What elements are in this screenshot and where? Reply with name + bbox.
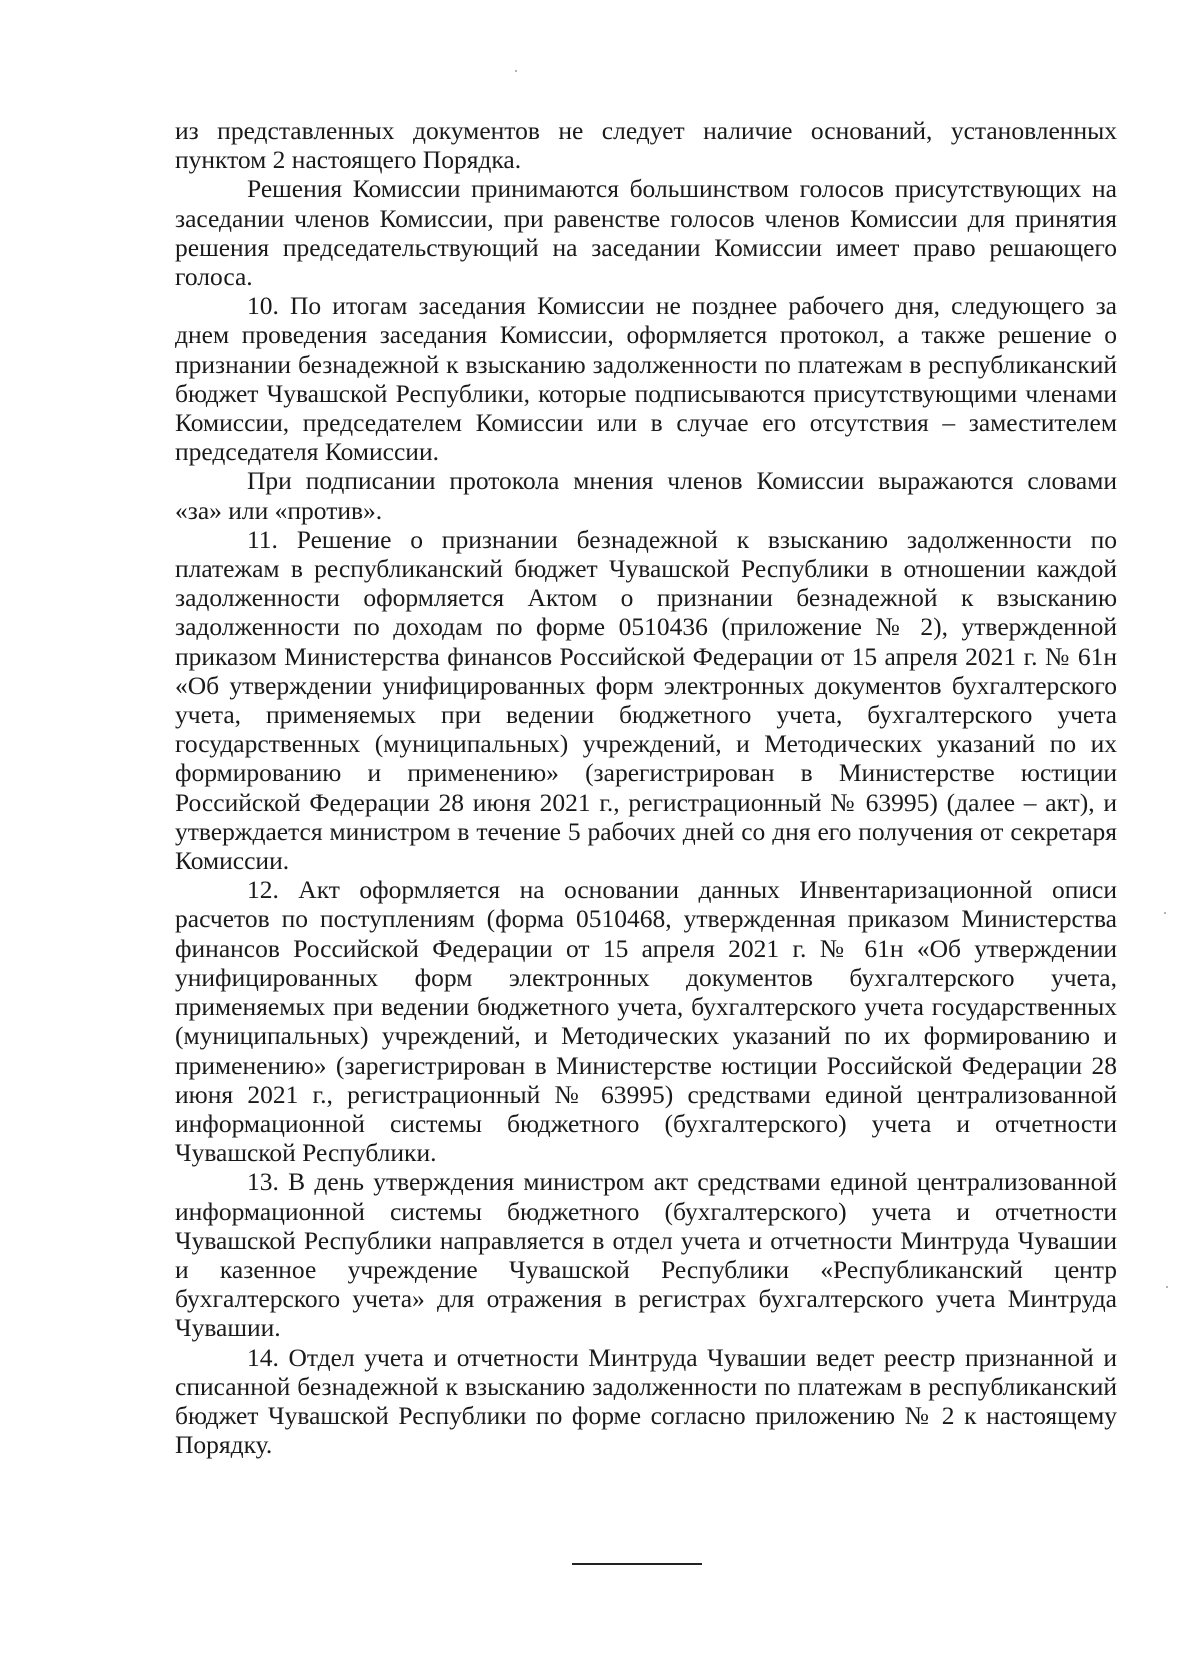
paragraph-protocol-signing: При подписании протокола мнения членов Комиссии выражаются словами «за» или «против». — [175, 466, 1117, 525]
paragraph-item-10: 10. По итогам заседания Комиссии не позднее рабочего дня, следующего за днем проведения заседания Комиссии, оформляется протокол, а также решение о признании безнадежной к взысканию задолженности по платежам в республиканский бюджет Чувашской Республики, которые подписываются присутствующими членами Комиссии, председателем Комиссии или в случае его отсутствия – заместителем председателя Комиссии. — [175, 291, 1117, 467]
closing-divider-line — [572, 1563, 702, 1565]
scan-speck — [515, 70, 517, 72]
paragraph-item-11: 11. Решение о признании безнадежной к взысканию задолженности по платежам в республиканский бюджет Чувашской Республики в отношении каждой задолженности оформляется Актом о признании безнадежной к взысканию задолженности по доходам по форме 0510436 (приложение № 2), утвержденной приказом Министерства финансов Российской Федерации от 15 апреля 2021 г. № 61н «Об утверждении унифицированных форм электронных документов бухгалтерского учета, применяемых при ведении бюджетного учета, бухгалтерского учета государственных (муниципальных) учреждений, и Методических указаний по их формированию и применению» (зарегистрирован в Министерстве юстиции Российской Федерации 28 июня 2021 г., регистрационный № 63995) (далее – акт), и утверждается министром в течение 5 рабочих дней со дня его получения от секретаря Комиссии. — [175, 524, 1117, 876]
paragraph-item-14: 14. Отдел учета и отчетности Минтруда Чувашии ведет реестр признанной и списанной безнадежной к взысканию задолженности по платежам в республиканский бюджет Чувашской Республики по форме согласно приложению № 2 к настоящему Порядку. — [175, 1342, 1117, 1460]
paragraph-continuation: из представленных документов не следует наличие оснований, установленных пунктом 2 настоящего Порядка. — [175, 116, 1117, 175]
paragraph-commission-decisions: Решения Комиссии принимаются большинством голосов присутствующих на заседании членов Комиссии, при равенстве голосов членов Комиссии для принятия решения председательствующий на заседании Комиссии имеет право решающего голоса. — [175, 174, 1117, 292]
paragraph-item-12: 12. Акт оформляется на основании данных Инвентаризационной описи расчетов по поступлениям (форма 0510468, утвержденная приказом Министерства финансов Российской Федерации от 15 апреля 2021 г. № 61н «Об утверждении унифицированных форм электронных документов бухгалтерского учета, применяемых при ведении бюджетного учета, бухгалтерского учета государственных (муниципальных) учреждений, и Методических указаний по их формированию и применению» (зарегистрирован в Министерстве юстиции Российской Федерации 28 июня 2021 г., регистрационный № 63995) средствами единой централизованной информационной системы бюджетного (бухгалтерского) учета и отчетности Чувашской Республики. — [175, 875, 1117, 1168]
paragraph-item-13: 13. В день утверждения министром акт средствами единой централизованной информационной системы бюджетного (бухгалтерского) учета и отчетности Чувашской Республики направляется в отдел учета и отчетности Минтруда Чувашии и казенное учреждение Чувашской Республики «Республиканский центр бухгалтерского учета» для отражения в регистрах бухгалтерского учета Минтруда Чувашии. — [175, 1167, 1117, 1343]
document-body — [175, 116, 1117, 1459]
scan-speck — [1166, 1286, 1168, 1288]
scan-speck — [1164, 912, 1166, 914]
